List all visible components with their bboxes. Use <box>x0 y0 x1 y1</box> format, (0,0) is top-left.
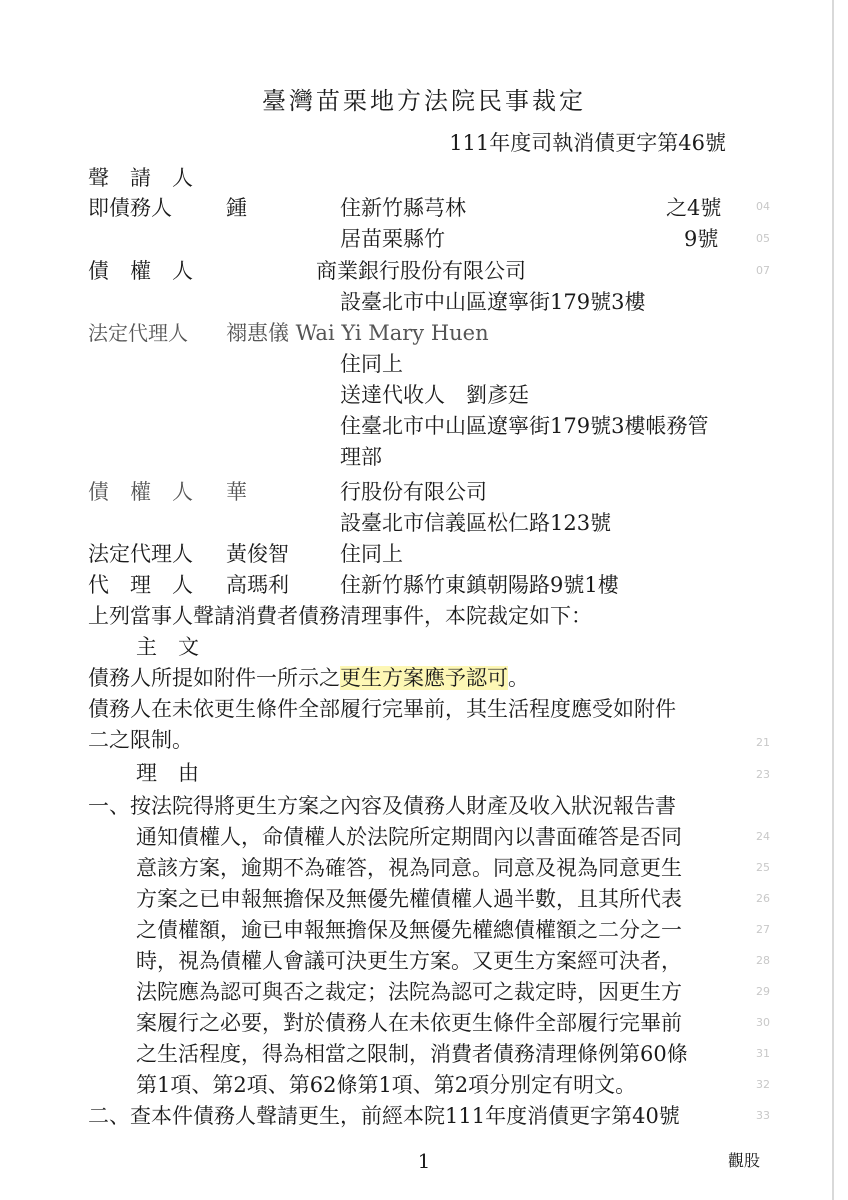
margin-line-number: 28 <box>756 954 770 967</box>
reason-line: 法院應為認可與否之裁定；法院為認可之裁定時，因更生方 <box>136 980 682 1004</box>
margin-line-number: 30 <box>756 1016 770 1029</box>
creditor1-address: 設臺北市中山區遼寧街179號3樓 <box>340 290 646 314</box>
page-number: 1 <box>417 1149 431 1173</box>
page-edge-shadow <box>832 0 834 1200</box>
rep2-label: 法定代理人 <box>88 542 193 566</box>
rep2-name: 黃俊智 <box>226 542 289 566</box>
debtor-name: 鍾 <box>226 196 247 220</box>
proxy-label: 代 理 人 <box>88 573 193 597</box>
debtor-label: 即債務人 <box>88 196 172 220</box>
debtor-address-2-end: 9號 <box>684 227 719 251</box>
service-agent-address: 住臺北市中山區遼寧街179號3樓帳務管 <box>340 414 709 438</box>
rep1-name: 禤惠儀 Wai Yi Mary Huen <box>226 321 489 345</box>
ruling-line-3: 二之限制。 <box>88 728 193 752</box>
service-agent-address-cont: 理部 <box>340 445 382 469</box>
margin-line-number: 05 <box>756 232 770 245</box>
proxy-address: 住新竹縣竹東鎮朝陽路9號1樓 <box>340 573 619 597</box>
ruling-heading: 主 文 <box>136 635 199 659</box>
intro-text: 上列當事人聲請消費者債務清理事件，本院裁定如下： <box>88 604 592 628</box>
margin-line-number: 31 <box>756 1047 770 1060</box>
reason-line: 第1項、第2項、第62條第1項、第2項分別定有明文。 <box>136 1073 637 1097</box>
reason-line: 之債權額，逾已申報無擔保及無優先權總債權額之二分之一 <box>136 918 682 942</box>
margin-line-number: 23 <box>756 768 770 781</box>
margin-line-number: 07 <box>756 264 770 277</box>
margin-line-number: 26 <box>756 892 770 905</box>
margin-line-number: 25 <box>756 861 770 874</box>
petitioner-label: 聲 請 人 <box>88 166 193 190</box>
service-agent: 送達代收人 劉彥廷 <box>340 383 529 407</box>
rep1-label: 法定代理人 <box>88 321 188 345</box>
creditor2-name-start: 華 <box>226 480 247 504</box>
reason-paragraph-2-first: 二、查本件債務人聲請更生，前經本院111年度消債更字第40號 <box>88 1104 680 1128</box>
margin-line-number: 24 <box>756 830 770 843</box>
ruling-line-1-c: 。 <box>508 666 529 690</box>
court-office: 觀股 <box>728 1151 761 1170</box>
reason-heading: 理 由 <box>136 761 199 785</box>
debtor-address-2: 居苗栗縣竹 <box>340 227 445 251</box>
ruling-highlight: 更生方案應予認可 <box>340 666 508 690</box>
margin-line-number: 32 <box>756 1078 770 1091</box>
ruling-line-1 <box>88 663 529 693</box>
debtor-address-1-end: 之4號 <box>666 196 722 220</box>
case-number: 111年度司執消債更字第46號 <box>449 131 726 155</box>
reason-line: 時，視為債權人會議可決更生方案。又更生方案經可決者， <box>136 949 682 973</box>
creditor1-label: 債 權 人 <box>88 259 193 283</box>
reason-line: 通知債權人，命債權人於法院所定期間內以書面確答是否同 <box>136 825 682 849</box>
document-title: 臺灣苗栗地方法院民事裁定 <box>262 87 586 115</box>
creditor2-name: 行股份有限公司 <box>340 480 487 504</box>
margin-line-number: 04 <box>756 200 770 213</box>
margin-line-number: 21 <box>756 736 770 749</box>
creditor2-label: 債 權 人 <box>88 480 193 504</box>
proxy-name: 高瑪利 <box>226 573 289 597</box>
ruling-line-2: 債務人在未依更生條件全部履行完畢前，其生活程度應受如附件 <box>88 697 676 721</box>
debtor-address-1: 住新竹縣芎林 <box>340 196 466 220</box>
reason-paragraph-1-first: 一、按法院得將更生方案之內容及債務人財產及收入狀況報告書 <box>88 794 676 818</box>
margin-line-number: 33 <box>756 1109 770 1122</box>
margin-line-number: 27 <box>756 923 770 936</box>
reason-line: 之生活程度，得為相當之限制，消費者債務清理條例第60條 <box>136 1042 688 1066</box>
rep1-address: 住同上 <box>340 352 403 376</box>
reason-line: 案履行之必要，對於債務人在未依更生條件全部履行完畢前 <box>136 1011 682 1035</box>
reason-line: 意該方案，逾期不為確答，視為同意。同意及視為同意更生 <box>136 856 682 880</box>
creditor1-name: 商業銀行股份有限公司 <box>316 259 526 283</box>
creditor2-address: 設臺北市信義區松仁路123號 <box>340 511 612 535</box>
rep2-address: 住同上 <box>340 542 403 566</box>
reason-line: 方案之已申報無擔保及無優先權債權人過半數，且其所代表 <box>136 887 682 911</box>
margin-line-number: 29 <box>756 985 770 998</box>
ruling-line-1-a: 債務人所提如附件一所示之 <box>88 666 340 690</box>
